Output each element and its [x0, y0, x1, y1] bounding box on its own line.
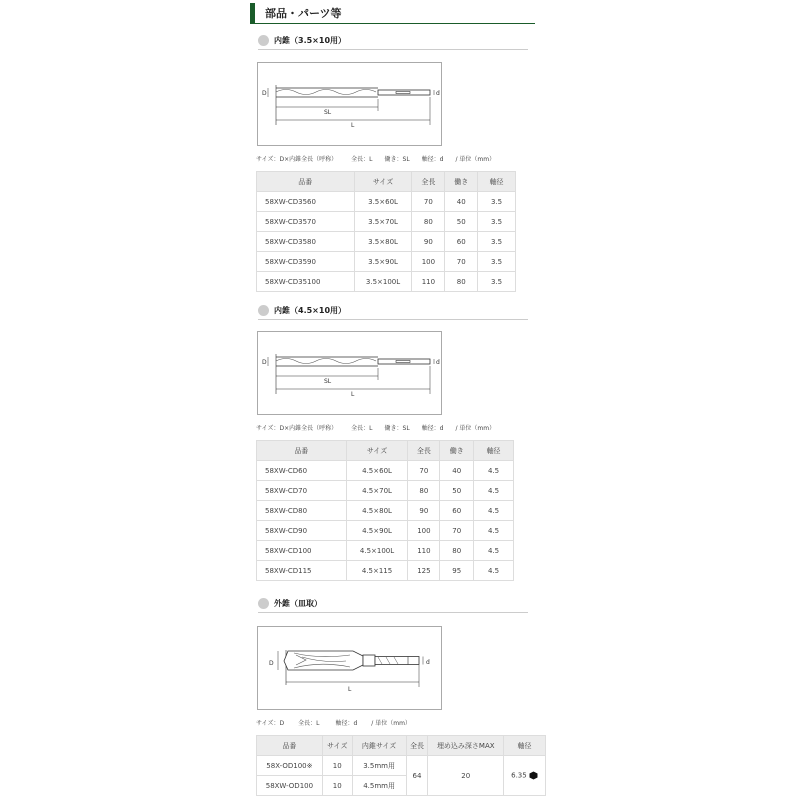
spec-table-inner-35: [256, 171, 516, 292]
table-cell: 20: [428, 756, 504, 796]
table-cell: 70: [440, 521, 474, 541]
table-header-cell: サイズ: [346, 441, 408, 461]
table-cell: 4.5: [474, 501, 514, 521]
section-title-inner-45: 内錐（4.5×10用）: [258, 305, 528, 320]
table-cell: 100: [412, 252, 445, 272]
hexagon-icon: [529, 771, 538, 780]
bullet-circle-icon: [258, 35, 269, 46]
svg-text:L: L: [351, 122, 355, 129]
table-header-cell: 働き: [440, 441, 474, 461]
drill-bit-drawing: [258, 332, 441, 414]
table-cell: 4.5: [474, 461, 514, 481]
table-cell: 58XW-CD35100: [257, 272, 355, 292]
table-cell: 100: [408, 521, 440, 541]
table-cell: 110: [412, 272, 445, 292]
svg-text:d: d: [436, 90, 440, 97]
table-row: [257, 212, 516, 232]
table-header-cell: 全長: [406, 736, 428, 756]
table-cell: 80: [412, 212, 445, 232]
table-row: [257, 756, 546, 776]
table-cell: 4.5×80L: [346, 501, 408, 521]
table-cell: 3.5×60L: [354, 192, 412, 212]
table-cell: 80: [408, 481, 440, 501]
drill-diagram-inner-35: [257, 62, 442, 146]
svg-text:d: d: [436, 359, 440, 366]
table-cell: 60: [445, 232, 478, 252]
table-cell: 4.5: [474, 481, 514, 501]
table-cell: 58XW-CD3590: [257, 252, 355, 272]
spec-legend-inner-35: サイズ：D×内錐全長（呼称） 全長：L 働き：SL 軸径：d / 単位（mm）: [256, 156, 496, 163]
table-cell: 3.5: [478, 272, 516, 292]
table-cell: 3.5×90L: [354, 252, 412, 272]
table-cell: 58XW-CD100: [257, 541, 347, 561]
svg-text:D: D: [262, 359, 267, 366]
table-cell: 3.5×100L: [354, 272, 412, 292]
table-cell: 58X-OD100※: [257, 756, 323, 776]
table-cell: 3.5×70L: [354, 212, 412, 232]
table-cell: 95: [440, 561, 474, 581]
table-row: [257, 481, 514, 501]
table-header-row: [257, 172, 516, 192]
spec-table-inner-45: [256, 440, 514, 581]
table-cell: 4.5×90L: [346, 521, 408, 541]
table-row: [257, 541, 514, 561]
section-title-outer: 外錐（皿取）: [258, 598, 528, 613]
table-header-cell: 内錐サイズ: [352, 736, 406, 756]
table-cell: 4.5×100L: [346, 541, 408, 561]
table-cell: 64: [406, 756, 428, 796]
table-cell: 4.5×60L: [346, 461, 408, 481]
table-cell: 58XW-CD115: [257, 561, 347, 581]
table-header-cell: 品番: [257, 441, 347, 461]
table-header-cell: 品番: [257, 172, 355, 192]
drill-diagram-inner-45: [257, 331, 442, 415]
table-header-cell: 軸径: [478, 172, 516, 192]
table-row: [257, 501, 514, 521]
table-cell: 3.5mm用: [352, 756, 406, 776]
table-header-cell: 全長: [412, 172, 445, 192]
table-cell: 3.5: [478, 232, 516, 252]
svg-text:SL: SL: [324, 378, 332, 385]
svg-text:d: d: [426, 659, 430, 666]
table-cell: 50: [445, 212, 478, 232]
table-header-cell: 働き: [445, 172, 478, 192]
countersink-bit-drawing: [258, 627, 441, 709]
table-cell: 125: [408, 561, 440, 581]
svg-text:D: D: [262, 90, 267, 97]
spec-table-outer: [256, 735, 546, 796]
table-cell: 4.5mm用: [352, 776, 406, 796]
table-header-cell: 埋め込み深さMAX: [428, 736, 504, 756]
table-header-cell: 全長: [408, 441, 440, 461]
table-cell: 4.5×115: [346, 561, 408, 581]
table-cell: 40: [440, 461, 474, 481]
table-row: [257, 252, 516, 272]
table-row: [257, 561, 514, 581]
bullet-circle-icon: [258, 305, 269, 316]
table-header-cell: 軸径: [504, 736, 546, 756]
table-row: [257, 192, 516, 212]
table-cell: 90: [412, 232, 445, 252]
table-cell: 10: [322, 756, 352, 776]
table-cell: 58XW-CD3570: [257, 212, 355, 232]
table-row: [257, 461, 514, 481]
page-title: 部品・パーツ等: [265, 7, 342, 20]
table-cell: 3.5×80L: [354, 232, 412, 252]
table-cell: 58XW-CD90: [257, 521, 347, 541]
bullet-circle-icon: [258, 598, 269, 609]
table-cell: 58XW-CD60: [257, 461, 347, 481]
table-header-row: [257, 736, 546, 756]
section-title-inner-35: 内錐（3.5×10用）: [258, 35, 528, 50]
table-cell: 70: [412, 192, 445, 212]
table-cell: 58XW-CD80: [257, 501, 347, 521]
table-cell: 58XW-CD3560: [257, 192, 355, 212]
table-header-cell: サイズ: [354, 172, 412, 192]
table-cell: 60: [440, 501, 474, 521]
table-cell: 80: [445, 272, 478, 292]
table-cell: 58XW-CD70: [257, 481, 347, 501]
table-cell: 40: [445, 192, 478, 212]
table-cell: 4.5×70L: [346, 481, 408, 501]
page-header: [250, 3, 535, 24]
table-cell: 10: [322, 776, 352, 796]
table-row: [257, 272, 516, 292]
table-header-cell: 品番: [257, 736, 323, 756]
table-header-cell: 軸径: [474, 441, 514, 461]
table-cell: 58XW-CD3580: [257, 232, 355, 252]
table-header-row: [257, 441, 514, 461]
table-cell: 90: [408, 501, 440, 521]
svg-text:L: L: [351, 391, 355, 398]
table-row: [257, 521, 514, 541]
table-cell: 50: [440, 481, 474, 501]
table-cell: 4.5: [474, 521, 514, 541]
shaft-cell: 6.35: [504, 756, 546, 796]
svg-text:D: D: [269, 660, 274, 667]
table-cell: 3.5: [478, 252, 516, 272]
table-row: [257, 232, 516, 252]
table-cell: 4.5: [474, 561, 514, 581]
table-cell: 70: [408, 461, 440, 481]
drill-diagram-outer: [257, 626, 442, 710]
spec-legend-inner-45: サイズ：D×内錐全長（呼称） 全長：L 働き：SL 軸径：d / 単位（mm）: [256, 425, 496, 432]
table-cell: 110: [408, 541, 440, 561]
table-cell: 80: [440, 541, 474, 561]
table-cell: 58XW-OD100: [257, 776, 323, 796]
table-cell: 3.5: [478, 212, 516, 232]
table-cell: 70: [445, 252, 478, 272]
svg-text:L: L: [348, 686, 352, 693]
spec-legend-outer: サイズ：D 全長：L 軸径：d / 単位（mm）: [256, 720, 411, 727]
table-cell: 4.5: [474, 541, 514, 561]
table-header-cell: サイズ: [322, 736, 352, 756]
drill-bit-drawing: [258, 63, 441, 145]
table-cell: 3.5: [478, 192, 516, 212]
svg-text:SL: SL: [324, 109, 332, 116]
